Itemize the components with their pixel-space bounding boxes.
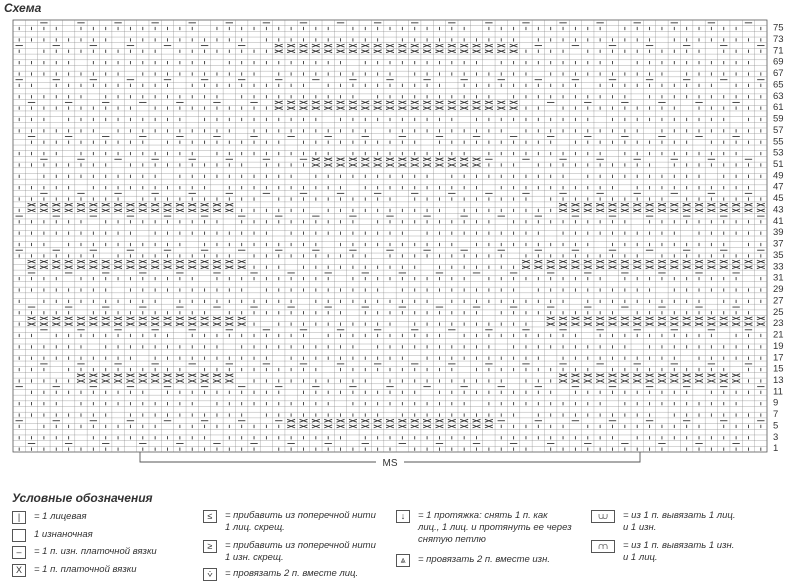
- row-number-label: 39: [773, 227, 784, 239]
- increase-knit-icon: ≤: [203, 510, 217, 523]
- row-number-label: 25: [773, 306, 784, 318]
- row-number-label: 67: [773, 68, 784, 80]
- chart-title: Схема: [4, 1, 42, 15]
- legend-item-p2tog: [396, 554, 550, 567]
- row-number-label: 33: [773, 261, 784, 273]
- legend-text: = 1 протяжка: снять 1 п. как лиц., 1 лиц. и протянуть ее через снятую петлю: [418, 510, 572, 545]
- knit-symbol-icon: |: [12, 511, 26, 524]
- legend-text: = прибавить из поперечной нити 1 изн. скрещ.: [225, 540, 376, 563]
- legend-item-pk-inc: [591, 540, 734, 564]
- row-number-label: 13: [773, 374, 784, 386]
- legend-text: = 1 п. платочной вязки: [34, 564, 137, 575]
- row-number-label: 69: [773, 56, 784, 68]
- legend-text: = провязать 2 п. вместе лиц.: [225, 568, 359, 579]
- row-number-label: 15: [773, 363, 784, 375]
- legend-text: = провязать 2 п. вместе изн.: [418, 554, 550, 565]
- row-number-label: 55: [773, 136, 784, 148]
- row-number-label: 29: [773, 284, 784, 296]
- legend-item-purl: [12, 529, 93, 542]
- row-number-label: 11: [773, 386, 783, 398]
- row-number-label: 75: [773, 22, 784, 34]
- legend-text: 1 изнаночная: [34, 529, 93, 540]
- legend-item-kp-inc: [591, 510, 736, 534]
- dash-symbol-icon: –: [12, 546, 26, 559]
- legend-item-k2tog: [203, 568, 358, 581]
- x-symbol-icon: X: [12, 564, 26, 577]
- legend-text: = из 1 п. вывязать 1 изн. и 1 лиц.: [623, 540, 735, 563]
- row-number-label: 41: [773, 215, 784, 227]
- arrow-down-icon: ↓: [396, 510, 410, 523]
- legend-title: Условные обозначения: [12, 491, 153, 505]
- legend-text: = из 1 п. вывязать 1 лиц. и 1 изн.: [623, 510, 736, 533]
- k2tog-icon: ⩒: [203, 568, 217, 581]
- row-number-label: 37: [773, 238, 784, 250]
- repeat-label: MS: [382, 458, 398, 469]
- row-number-label: 61: [773, 102, 784, 114]
- legend-item-inc-knit: [203, 510, 376, 534]
- p2tog-icon: ⩓: [396, 554, 410, 567]
- row-number-label: 73: [773, 33, 784, 45]
- row-number-label: 23: [773, 318, 784, 330]
- row-number-label: 19: [773, 340, 784, 352]
- increase-purl-icon: ≥: [203, 540, 217, 553]
- row-number-label: 45: [773, 193, 784, 205]
- row-number-label: 51: [773, 158, 784, 170]
- legend-item-knit: [12, 511, 87, 524]
- row-number-label: 57: [773, 124, 784, 136]
- row-number-label: 17: [773, 352, 784, 364]
- legend-text: = 1 лицевая: [34, 511, 87, 522]
- row-number-label: 53: [773, 147, 784, 159]
- row-number-label: 31: [773, 272, 784, 284]
- legend-text: = прибавить из поперечной нити 1 лиц. скрещ.: [225, 510, 376, 533]
- row-number-label: 71: [773, 45, 784, 57]
- knit-purl-increase-icon: ⩊: [591, 510, 615, 523]
- row-number-label: 21: [773, 329, 784, 341]
- legend-item-skp: [396, 510, 572, 546]
- legend-item-garter-purl: [12, 546, 157, 559]
- row-number-label: 63: [773, 90, 784, 102]
- row-number-label: 9: [773, 397, 779, 409]
- row-number-label: 47: [773, 181, 784, 193]
- row-number-label: 7: [773, 409, 779, 421]
- legend-item-inc-purl: [203, 540, 376, 564]
- purl-knit-increase-icon: ⩋: [591, 540, 615, 553]
- purl-symbol-icon: [12, 529, 26, 542]
- legend-text: = 1 п. изн. платочной вязки: [34, 546, 157, 557]
- row-number-label: 27: [773, 295, 784, 307]
- row-number-label: 1: [773, 443, 779, 455]
- legend-item-garter: [12, 564, 137, 577]
- row-number-label: 49: [773, 170, 784, 182]
- row-number-label: 35: [773, 249, 784, 261]
- row-number-label: 3: [773, 431, 779, 443]
- row-number-label: 43: [773, 204, 784, 216]
- row-number-label: 65: [773, 79, 784, 91]
- row-number-label: 5: [773, 420, 779, 432]
- row-number-label: 59: [773, 113, 784, 125]
